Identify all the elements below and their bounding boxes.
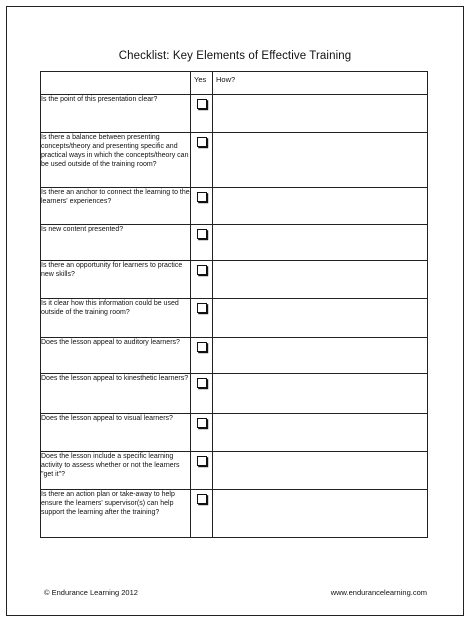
question-cell: Does the lesson appeal to auditory learners?	[41, 338, 191, 374]
checkbox-icon[interactable]	[197, 418, 207, 428]
yes-cell[interactable]	[191, 225, 213, 261]
yes-cell[interactable]	[191, 414, 213, 452]
checkbox-icon[interactable]	[197, 265, 207, 275]
how-cell[interactable]	[213, 374, 428, 414]
yes-cell[interactable]	[191, 261, 213, 299]
how-cell[interactable]	[213, 225, 428, 261]
checkbox-icon[interactable]	[197, 378, 207, 388]
table-row	[41, 414, 428, 452]
question-cell: Is new content presented?	[41, 225, 191, 261]
table-row	[41, 133, 428, 188]
table-row	[41, 452, 428, 490]
question-cell: Is there an opportunity for learners to practice new skills?	[41, 261, 191, 299]
question-cell: Is the point of this presentation clear?	[41, 95, 191, 133]
checkbox-icon[interactable]	[197, 456, 207, 466]
header-row	[41, 72, 428, 95]
question-cell: Is it clear how this information could be used outside of the training room?	[41, 299, 191, 338]
table-row	[41, 95, 428, 133]
question-cell: Does the lesson appeal to visual learners?	[41, 414, 191, 452]
checklist-page	[6, 6, 464, 616]
how-cell[interactable]	[213, 95, 428, 133]
table-row	[41, 374, 428, 414]
checkbox-icon[interactable]	[197, 99, 207, 109]
yes-cell[interactable]	[191, 490, 213, 538]
how-column-header: How?	[213, 72, 428, 95]
question-cell: Does the lesson appeal to kinesthetic learners?	[41, 374, 191, 414]
website-link[interactable]: www.endurancelearning.com	[330, 588, 427, 597]
checkbox-icon[interactable]	[197, 137, 207, 147]
copyright-text: © Endurance Learning 2012	[44, 588, 138, 597]
question-cell: Is there an action plan or take-away to help ensure the learners' supervisor(s) can help support the learning after the training?	[41, 490, 191, 538]
yes-cell[interactable]	[191, 338, 213, 374]
question-cell: Does the lesson include a specific learning activity to assess whether or not the learners "get it"?	[41, 452, 191, 490]
how-cell[interactable]	[213, 414, 428, 452]
how-cell[interactable]	[213, 452, 428, 490]
question-column-header	[41, 72, 191, 95]
table-row	[41, 299, 428, 338]
checkbox-icon[interactable]	[197, 229, 207, 239]
how-cell[interactable]	[213, 338, 428, 374]
page-title: Checklist: Key Elements of Effective Training	[118, 50, 352, 62]
table-row	[41, 225, 428, 261]
yes-cell[interactable]	[191, 299, 213, 338]
yes-cell[interactable]	[191, 452, 213, 490]
yes-column-header: Yes	[191, 72, 213, 95]
table-row	[41, 261, 428, 299]
yes-cell[interactable]	[191, 133, 213, 188]
table-row	[41, 490, 428, 538]
checkbox-icon[interactable]	[197, 494, 207, 504]
checkbox-icon[interactable]	[197, 192, 207, 202]
checkbox-icon[interactable]	[197, 303, 207, 313]
question-cell: Is there a balance between presenting concepts/theory and presenting specific and practical ways in which the concepts/theory can be used outside of the training room?	[41, 133, 191, 188]
question-cell: Is there an anchor to connect the learning to the learners' experiences?	[41, 188, 191, 225]
how-cell[interactable]	[213, 299, 428, 338]
how-cell[interactable]	[213, 133, 428, 188]
table-row	[41, 188, 428, 225]
yes-cell[interactable]	[191, 374, 213, 414]
yes-cell[interactable]	[191, 188, 213, 225]
how-cell[interactable]	[213, 188, 428, 225]
table-row	[41, 338, 428, 374]
checklist-table	[40, 71, 428, 538]
yes-cell[interactable]	[191, 95, 213, 133]
checkbox-icon[interactable]	[197, 342, 207, 352]
how-cell[interactable]	[213, 490, 428, 538]
how-cell[interactable]	[213, 261, 428, 299]
